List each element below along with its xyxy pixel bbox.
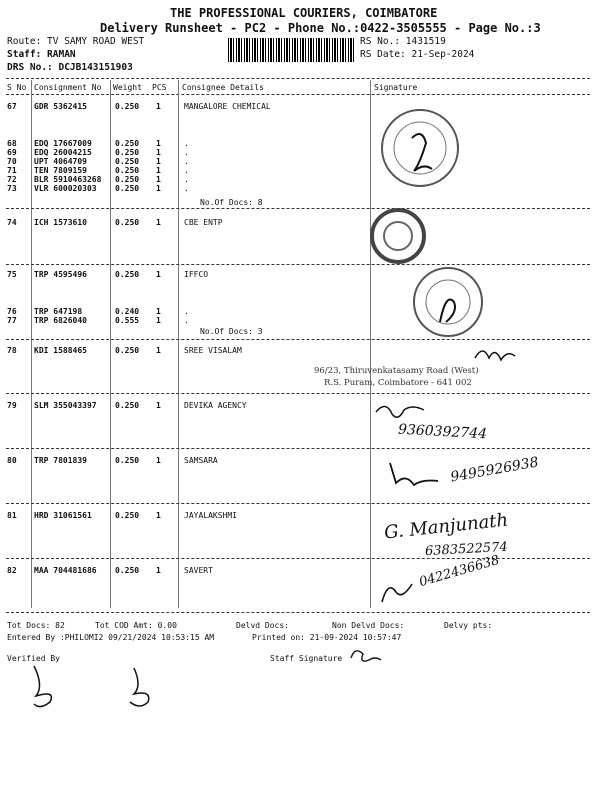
row-consignee-details: . — [184, 166, 189, 175]
row-consignment-no: KDI 1588465 — [34, 346, 87, 355]
row-pcs: 1 — [156, 139, 161, 148]
row-weight: 0.250 — [115, 148, 140, 157]
row-weight: 0.250 — [115, 157, 140, 166]
row-separator — [6, 503, 590, 504]
phone-81: 6383522574 — [424, 539, 509, 560]
row-weight: 0.250 — [115, 175, 140, 184]
phone-79: 9360392744 — [397, 421, 488, 443]
row-consignment-no: TRP 647198 — [34, 307, 83, 316]
signature-79 — [372, 398, 432, 423]
company-seal-stamp — [370, 98, 470, 198]
name-81: G. Manjunath — [383, 509, 510, 544]
row-consignee-details: . — [184, 184, 189, 193]
row-pcs: 1 — [156, 270, 161, 279]
row-sno: 70 — [7, 157, 17, 166]
row-sno: 78 — [7, 346, 17, 355]
row-consignment-no: TEN 7809159 — [34, 166, 87, 175]
row-sno: 76 — [7, 307, 17, 316]
row-consignee-details: CBE ENTP — [184, 218, 223, 227]
row-weight: 0.240 — [115, 307, 140, 316]
row-pcs: 1 — [156, 148, 161, 157]
row-weight: 0.250 — [115, 166, 140, 175]
row-sno: 71 — [7, 166, 17, 175]
row-consignee-details: . — [184, 175, 189, 184]
row-pcs: 1 — [156, 511, 161, 520]
total-cod-amount: Tot COD Amt: 0.00 — [95, 621, 177, 630]
signature-78 — [470, 340, 530, 365]
row-consignee-details: . — [184, 139, 189, 148]
row-sno: 67 — [7, 102, 17, 111]
row-weight: 0.250 — [115, 184, 140, 193]
row-weight: 0.250 — [115, 218, 140, 227]
rs-date: RS Date: 21-Sep-2024 — [360, 49, 475, 60]
printed-on: Printed on: 21-09-2024 10:57:47 — [252, 633, 402, 642]
row-sno: 80 — [7, 456, 17, 465]
row-sno: 72 — [7, 175, 17, 184]
row-weight: 0.250 — [115, 102, 140, 111]
row-separator — [6, 208, 590, 209]
row-consignment-no: SLM 355043397 — [34, 401, 97, 410]
rs-number: RS No.: 1431519 — [360, 36, 446, 47]
row-sno: 82 — [7, 566, 17, 575]
row-consignment-no: EDQ 26004215 — [34, 148, 92, 157]
row-consignment-no: MAA 704481686 — [34, 566, 97, 575]
row-sno: 69 — [7, 148, 17, 157]
non-delivered-docs: Non Delvd Docs: — [332, 621, 405, 630]
row-sno: 79 — [7, 401, 17, 410]
staff-label: Staff: RAMAN — [7, 49, 76, 60]
iffco-seal-stamp — [400, 262, 495, 342]
route-label: Route: TV SAMY ROAD WEST — [7, 36, 145, 47]
row-consignee-details: JAYALAKSHMI — [184, 511, 237, 520]
row-pcs: 1 — [156, 157, 161, 166]
row-separator — [6, 448, 590, 449]
row-weight: 0.250 — [115, 139, 140, 148]
docs-count-group1: No.Of Docs: 8 — [200, 198, 263, 207]
row-separator — [6, 558, 590, 559]
stamp-address-line-2: R.S. Puram, Coimbatore - 641 002 — [324, 378, 472, 388]
stamp-address-line-1: 96/23, Thiruvenkatasamy Road (West) — [314, 366, 479, 376]
column-header-consignment: Consignment No — [34, 83, 102, 92]
row-weight: 0.250 — [115, 270, 140, 279]
col-divider — [31, 80, 32, 608]
row-pcs: 1 — [156, 102, 161, 111]
row-sno: 81 — [7, 511, 17, 520]
row-consignment-no: VLR 600020303 — [34, 184, 97, 193]
signature-82 — [376, 576, 416, 606]
row-pcs: 1 — [156, 184, 161, 193]
row-consignee-details: MANGALORE CHEMICAL — [184, 102, 271, 111]
column-header-pcs: PCS — [152, 83, 167, 92]
row-consignment-no: BLR 5910463268 — [34, 175, 102, 184]
row-sno: 73 — [7, 184, 17, 193]
table-header-border — [6, 94, 590, 95]
column-header-weight: Weight — [113, 83, 142, 92]
row-pcs: 1 — [156, 316, 161, 325]
row-consignment-no: ICH 1573610 — [34, 218, 87, 227]
verifier-signatures — [24, 662, 174, 712]
verified-by-label: Verified By — [7, 654, 60, 663]
row-pcs: 1 — [156, 401, 161, 410]
row-pcs: 1 — [156, 346, 161, 355]
row-separator — [6, 393, 590, 394]
table-bottom-border — [6, 612, 590, 613]
row-consignee-details: . — [184, 307, 189, 316]
row-consignment-no: UPT 4064709 — [34, 157, 87, 166]
row-weight: 0.250 — [115, 346, 140, 355]
staff-signature-label: Staff Signature — [270, 654, 343, 663]
row-sno: 74 — [7, 218, 17, 227]
row-pcs: 1 — [156, 307, 161, 316]
row-sno: 77 — [7, 316, 17, 325]
row-consignee-details: DEVIKA AGENCY — [184, 401, 247, 410]
row-pcs: 1 — [156, 166, 161, 175]
delivery-points: Delvy pts: — [444, 621, 493, 630]
total-docs: Tot Docs: 82 — [7, 621, 65, 630]
row-consignee-details: SAMSARA — [184, 456, 218, 465]
phone-80: 9495926938 — [449, 454, 540, 486]
row-consignee-details: . — [184, 148, 189, 157]
row-weight: 0.555 — [115, 316, 140, 325]
row-separator — [6, 264, 590, 265]
row-consignee-details: . — [184, 316, 189, 325]
column-header-sno: S No — [7, 83, 27, 92]
table-top-border — [6, 78, 590, 79]
column-header-signature: Signature — [374, 83, 418, 92]
docs-count-group2: No.Of Docs: 3 — [200, 327, 263, 336]
signature-80 — [380, 455, 450, 495]
row-consignment-no: TRP 7801839 — [34, 456, 87, 465]
delivered-docs: Delvd Docs: — [236, 621, 289, 630]
row-sno: 75 — [7, 270, 17, 279]
runsheet-subtitle: Delivery Runsheet - PC2 - Phone No.:0422-3505555 - Page No.:3 — [100, 21, 541, 35]
row-pcs: 1 — [156, 175, 161, 184]
row-weight: 0.250 — [115, 456, 140, 465]
entered-by: Entered By :PHILOMI2 09/21/2024 10:53:15 AM — [7, 633, 215, 642]
col-divider — [178, 80, 179, 608]
row-consignment-no: HRD 31061561 — [34, 511, 92, 520]
row-weight: 0.250 — [115, 401, 140, 410]
row-consignee-details: IFFCO — [184, 270, 209, 279]
row-consignment-no: GDR 5362415 — [34, 102, 87, 111]
col-divider — [110, 80, 111, 608]
row-sno: 68 — [7, 139, 17, 148]
row-consignee-details: SAVERT — [184, 566, 213, 575]
drs-label: DRS No.: DCJB143151903 — [7, 62, 133, 73]
staff-signature-mark — [345, 644, 385, 668]
row-consignment-no: TRP 6826040 — [34, 316, 87, 325]
row-consignee-details: . — [184, 157, 189, 166]
row-pcs: 1 — [156, 566, 161, 575]
row-consignee-details: SREE VISALAM — [184, 346, 242, 355]
company-title: THE PROFESSIONAL COURIERS, COIMBATORE — [170, 6, 438, 20]
row-weight: 0.250 — [115, 566, 140, 575]
row-pcs: 1 — [156, 456, 161, 465]
row-pcs: 1 — [156, 218, 161, 227]
row-consignment-no: EDQ 17667009 — [34, 139, 92, 148]
column-header-details: Consignee Details — [182, 83, 264, 92]
phone-82: 0422436638 — [417, 552, 502, 591]
barcode-icon — [228, 38, 355, 62]
row-weight: 0.250 — [115, 511, 140, 520]
row-consignment-no: TRP 4595496 — [34, 270, 87, 279]
